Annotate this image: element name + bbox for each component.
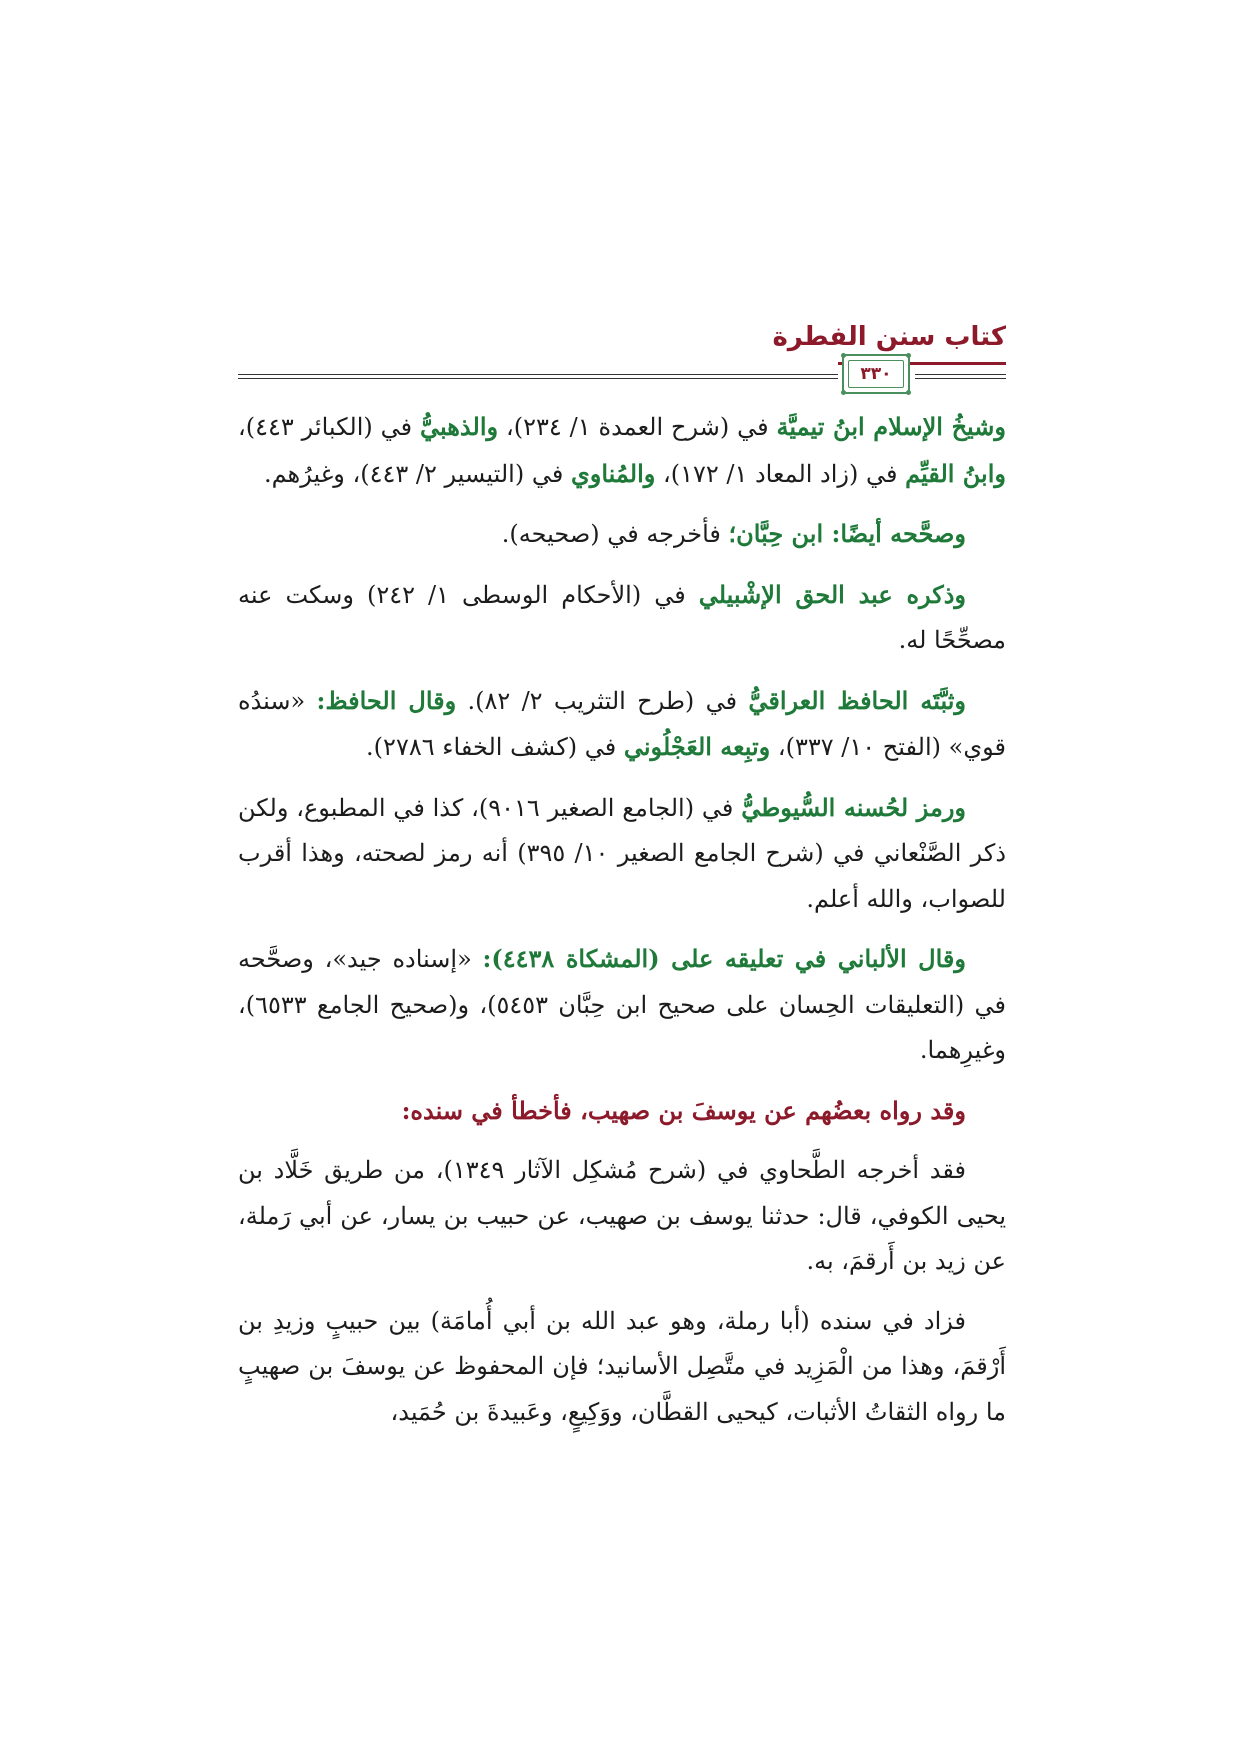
paragraph-text: فقد أخرجه الطَّحاوي في (شرح مُشكِل الآثار ١٣٤٩)، من طريق خَلَّاد بن يحيى الكوفي، قال: حدثنا يوسف بن صهيب، عن حبيب بن يسار، عن أبي رَملة، عن زيد بن أَرقمَ، به. <box>238 1156 1006 1275</box>
paragraph-text: في (الجامع الصغير ٩٠١٦)، كذا في المطبوع، ولكن ذكر الصَّنْعاني في (شرح الجامع الصغير ١٠/ ٣٩٥) أنه رمز لصحته، وهذا أقرب للصواب، والله أعلم. <box>238 793 1007 913</box>
paragraph-text: في (زاد المعاد ١/ ١٧٢)، <box>655 459 906 488</box>
header-rule-right <box>915 374 1006 379</box>
page-header <box>238 318 1006 393</box>
paragraph-text: في (طرح التثريب ٢/ ٨٢). <box>456 686 749 715</box>
highlighted-text: والذهبيُّ <box>420 412 499 441</box>
paragraph-text: «إسناده جيد»، وصحَّحه في (التعليقات الحِسان على صحيح ابن حِبَّان ٥٤٥٣)، و(صحيح الجامع ٦٥٣٣)، وغيرِهما. <box>238 945 1006 1064</box>
paragraph <box>238 1299 1006 1436</box>
book-title: كتاب سنن الفطرة <box>772 322 1006 352</box>
header-rule-left <box>238 374 838 379</box>
highlighted-text: وشيخُ الإسلام ابنُ تيميَّة <box>776 412 1006 441</box>
highlighted-text: وصحَّحه أيضًا: ابن حِبَّان؛ <box>728 519 966 548</box>
paragraph <box>238 678 1006 771</box>
paragraph <box>238 404 1006 497</box>
page-number-frame <box>842 354 910 394</box>
highlighted-text: وقال الألباني في تعليقه على (المشكاة ٤٤٣٨): <box>482 944 966 973</box>
paragraph-text: في (كشف الخفاء ٢٧٨٦). <box>366 733 624 761</box>
highlighted-text: وابنُ القيِّم <box>905 458 1006 488</box>
highlighted-text: وتبِعه العَجْلُوني <box>623 732 771 761</box>
paragraph-text: فأخرجه في (صحيحه). <box>501 520 729 548</box>
paragraph-text: في (الأحكام الوسطى ١/ ٢٤٢) وسكت عنه مصحِّحًا له. <box>238 580 1006 654</box>
highlighted-text: وذكره عبد الحق الإشْبيلي <box>698 579 967 609</box>
paragraph <box>238 1148 1006 1285</box>
paragraph-text: في (الكبائر ٤٤٣)، <box>238 413 421 441</box>
highlighted-text: ورمز لحُسنه السُّيوطيُّ <box>741 792 967 822</box>
paragraph-text: فزاد في سنده (أبا رملة، وهو عبد الله بن أبي أُمامَة) بين حبيبٍ وزيدِ بن أَرْقمَ، وهذا من الْمَزِيد في متَّصِل الأسانيد؛ فإن المحفوظ عن يوسفَ بن صهيبٍ ما رواه الثقاتُ الأثبات، كيحيى القطَّان، ووَكِيعٍ، وعَبيدةَ بن حُمَيد، <box>238 1306 1006 1426</box>
highlighted-text: وقال الحافظ: <box>316 685 457 715</box>
highlighted-text: والمُناوي <box>570 458 656 488</box>
paragraph-text: في (التيسير ٢/ ٤٤٣)، وغيرُهم. <box>263 459 571 488</box>
paragraph <box>238 1088 1006 1135</box>
highlighted-text: وقد رواه بعضُهم عن يوسفَ بن صهيب، فأخطأ في سنده: <box>401 1095 966 1125</box>
paragraph <box>238 572 1006 664</box>
page-body <box>238 404 1006 1449</box>
paragraph <box>238 511 1006 558</box>
paragraph <box>238 936 1006 1074</box>
paragraph-text: «سندُه قوي» (الفتح ١٠/ ٣٣٧)، <box>238 686 1006 761</box>
paragraph-text: في (شرح العمدة ١/ ٢٣٤)، <box>498 413 777 441</box>
highlighted-text: وثبَّتَه الحافظ العراقيُّ <box>748 685 966 715</box>
paragraph <box>238 785 1006 923</box>
page-number: ٣٣٠ <box>848 360 904 388</box>
